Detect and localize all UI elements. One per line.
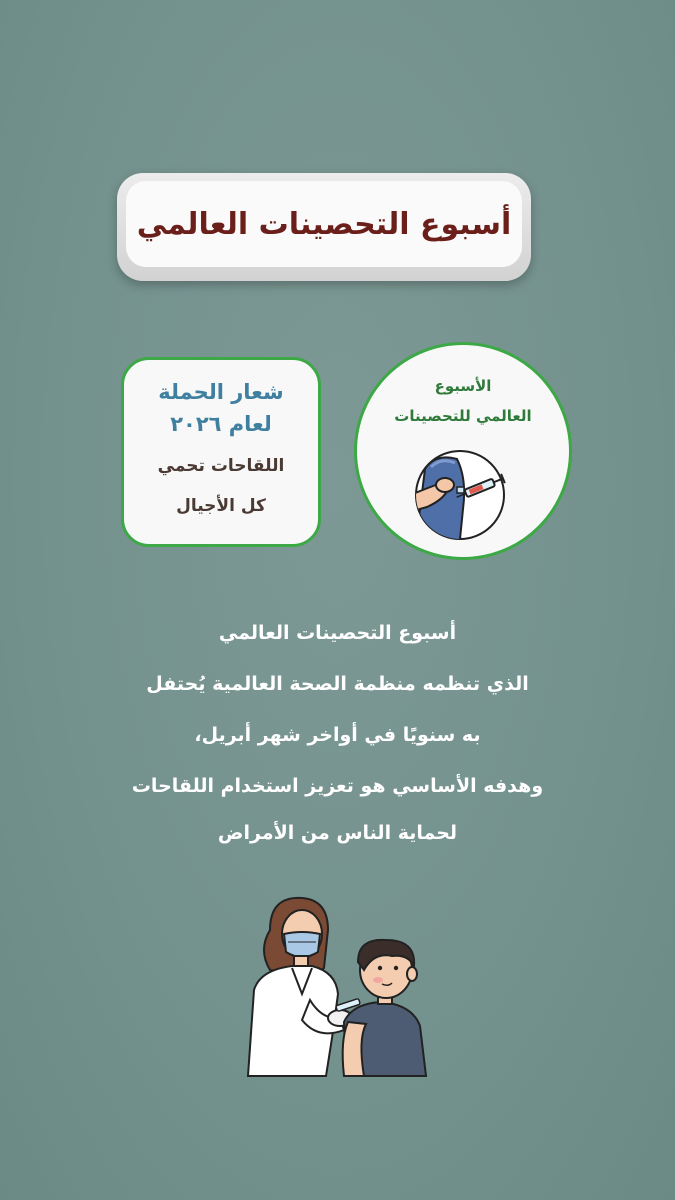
description-line-1: أسبوع التحصينات العالمي — [218, 622, 457, 644]
slogan-text-2: كل الأجيال — [176, 496, 266, 516]
title-card-inner — [126, 181, 522, 267]
slogan-year: لعام ٢٠٢٦ — [170, 412, 272, 436]
page-title: أسبوع التحصينات العالمي — [136, 206, 512, 242]
badge-title-1: الأسبوع — [434, 377, 492, 395]
title-card — [117, 173, 531, 281]
campaign-slogan-box — [121, 357, 321, 547]
description-line-4: وهدفه الأساسي هو تعزيز استخدام اللقاحات — [131, 775, 544, 797]
slogan-text-1: اللقاحات تحمي — [157, 456, 285, 476]
doctor-vaccinating-child-illustration — [240, 890, 440, 1080]
description-line-3: به سنويًا في أواخر شهر أبريل، — [194, 724, 481, 746]
slogan-heading: شعار الحملة — [158, 380, 284, 404]
vaccination-arm-icon — [405, 449, 515, 541]
description-line-5: لحماية الناس من الأمراض — [217, 822, 458, 844]
immunization-week-badge — [354, 342, 572, 560]
badge-title-2: العالمي للتحصينات — [394, 407, 532, 425]
description-line-2: الذي تنظمه منظمة الصحة العالمية يُحتفل — [146, 673, 529, 695]
